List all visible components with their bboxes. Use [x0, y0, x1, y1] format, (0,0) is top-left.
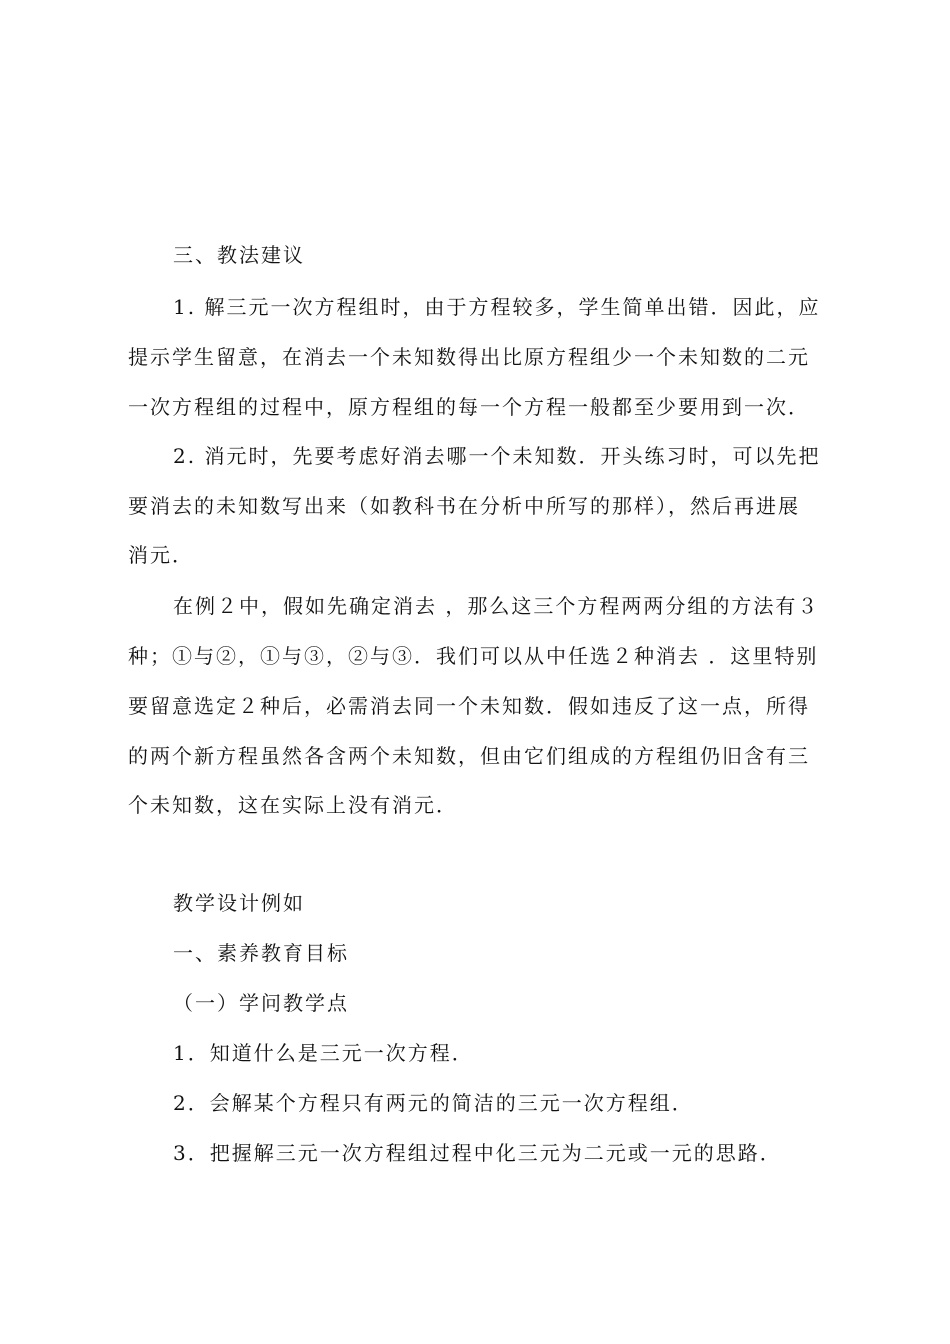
paragraph-1-line-2: 提示学生留意，在消去一个未知数得出比原方程组少一个未知数的二元 — [128, 345, 810, 369]
paragraph-1-line-3: 一次方程组的过程中，原方程组的每一个方程一般都至少要用到一次． — [128, 395, 810, 419]
list-item: 3．把握解三元一次方程组过程中化三元为二元或一元的思路． — [173, 1141, 782, 1165]
list-item: 2．会解某个方程只有两元的简洁的三元一次方程组． — [173, 1091, 694, 1115]
paragraph-3-line-5: 个未知数，这在实际上没有消元． — [128, 793, 458, 817]
teaching-design-heading: 教学设计例如 — [173, 891, 305, 915]
quality-education-goals-heading: 一、素养教育目标 — [173, 941, 349, 965]
paragraph-3-line-3: 要留意选定２种后，必需消去同一个未知数．假如违反了这一点，所得 — [128, 694, 810, 718]
paragraph-1-line-1: 1. 解三元一次方程组时，由于方程较多，学生简单出错．因此，应 — [173, 295, 821, 319]
paragraph-2-line-3: 消元． — [128, 543, 194, 567]
paragraph-3-line-1: 在例２中，假如先确定消去 ，那么这三个方程两两分组的方法有３ — [173, 594, 820, 618]
paragraph-2-line-1: 2. 消元时，先要考虑好消去哪一个未知数．开头练习时，可以先把 — [173, 444, 821, 468]
list-item: 1．知道什么是三元一次方程． — [173, 1041, 474, 1065]
paragraph-2-line-2: 要消去的未知数写出来（如教科书在分析中所写的那样），然后再进展 — [128, 494, 800, 518]
section-heading-teaching-suggestions: 三、教法建议 — [173, 243, 305, 267]
knowledge-points-heading: （一）学问教学点 — [173, 991, 349, 1015]
paragraph-3-line-2: 种；①与②，①与③，②与③．我们可以从中任选２种消去 ．这里特别 — [128, 644, 819, 668]
paragraph-3-line-4: 的两个新方程虽然各含两个未知数，但由它们组成的方程组仍旧含有三 — [128, 744, 810, 768]
